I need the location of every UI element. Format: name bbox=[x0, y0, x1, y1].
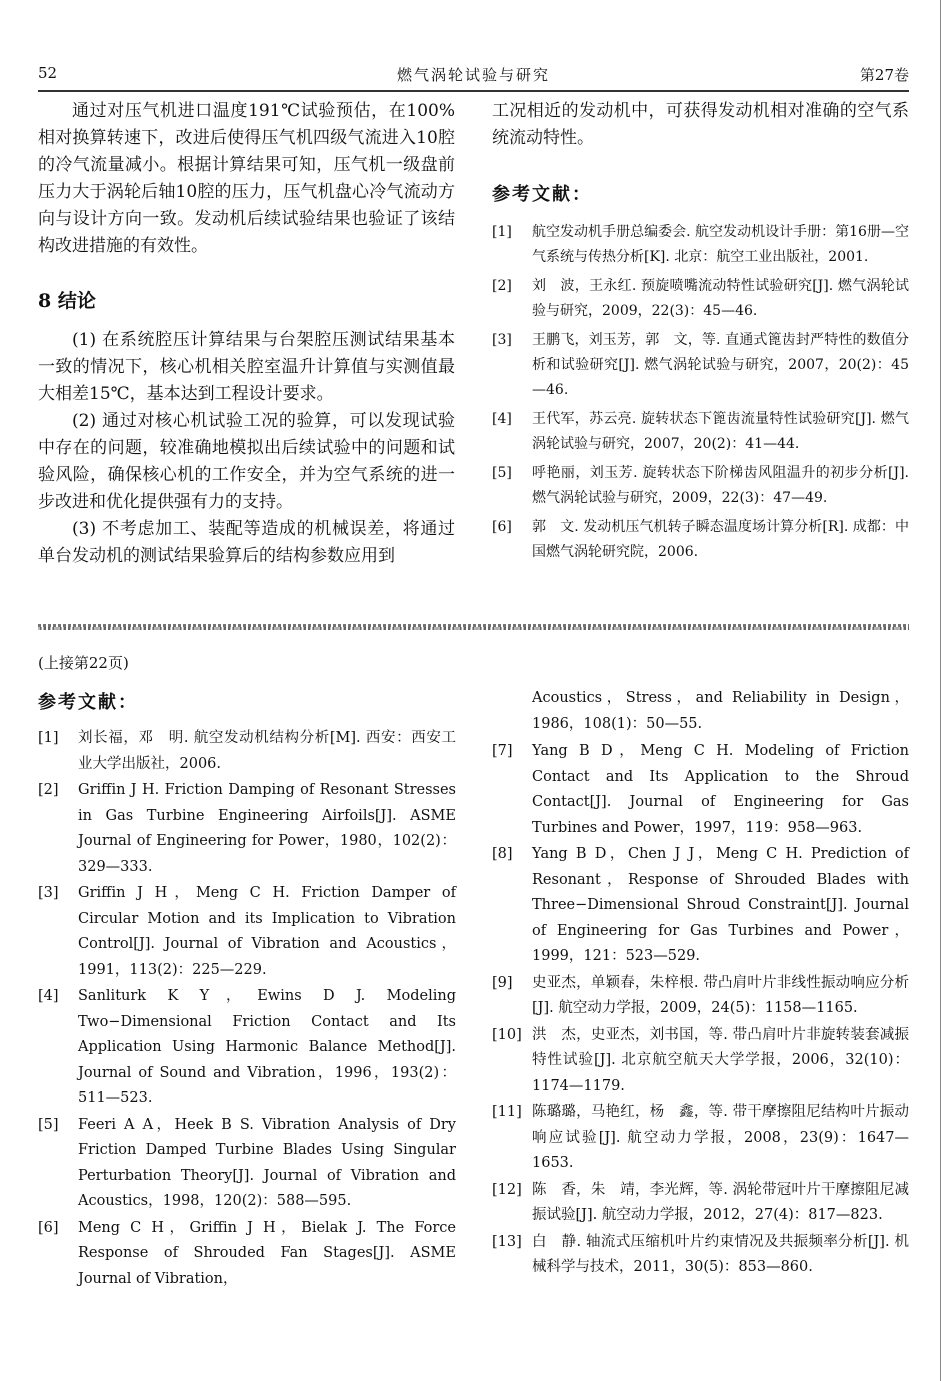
reference-text: 陈 香，朱 靖，李光辉，等. 涡轮带冠叶片干摩擦阻尼减振试验[J]. 航空动力学报，2012，27(4)：817—823. bbox=[532, 1181, 909, 1223]
conclusion-paragraph: (1) 在系统腔压计算结果与台架腔压测试结果基本一致的情况下，核心机相关腔室温升计算值与实测值最大相差15℃，基本达到工程设计要求。 bbox=[38, 330, 455, 404]
reference-list-lower-left bbox=[38, 726, 456, 1292]
continued-reference-text: Acoustics，Stress，and Reliability in Design，1986，108(1)：50—55. bbox=[532, 690, 909, 732]
page-number: 52 bbox=[38, 64, 58, 82]
reference-text: 刘长福，邓 明. 航空发动机结构分析[M]. 西安：西安工业大学出版社，2006. bbox=[78, 730, 456, 772]
reference-number: [5] bbox=[38, 1116, 59, 1133]
reference-text: Sanliturk K Y，Ewins D J. Modeling Two−Dimensional Friction Contact and Its Application Using Harmonic Balance Method[J]. Journal of Sound and Vibration，1996，193(2)：511—523. bbox=[78, 988, 456, 1106]
reference-number: [11] bbox=[492, 1104, 522, 1120]
intro-paragraph: 通过对压气机进口温度191℃试验预估，在100%相对换算转速下，改进后使得压气机四级气流进入10腔的冷气流量减小。根据计算结果可知，压气机一级盘前压力大于涡轮后轴10腔的压力，压气机盘心冷气流动方向与设计方向一致。发动机后续试验结果也验证了该结构改进措施的有效性。 bbox=[38, 101, 455, 256]
upper-left-column bbox=[38, 98, 455, 570]
reference-text: 刘 波，王永红. 预旋喷嘴流动特性试验研究[J]. 燃气涡轮试验与研究，2009，22(3)：45—46. bbox=[532, 278, 909, 319]
reference-text: 陈璐璐，马艳红，杨 鑫，等. 带干摩擦阻尼结构叶片振动响应试验[J]. 航空动力学报，2008，23(9)：1647—1653. bbox=[532, 1104, 909, 1171]
reference-text: Yang B D，Meng C H. Modeling of Friction Contact and Its Application to the Shroud Contact[J]. Journal of Engineering for Gas Turbines and Power，1997，119：958—963. bbox=[532, 743, 909, 836]
reference-item bbox=[492, 515, 909, 565]
reference-item bbox=[38, 726, 456, 777]
reference-text: 白 静. 轴流式压缩机叶片约束情况及共振频率分析[J]. 机械科学与技术，2011，30(5)：853—860. bbox=[532, 1233, 909, 1275]
reference-text: 史亚杰，单颖春，朱梓根. 带凸肩叶片非线性振动响应分析[J]. 航空动力学报，2009，24(5)：1158—1165. bbox=[532, 974, 909, 1016]
reference-number: [4] bbox=[38, 988, 59, 1004]
reference-text: 航空发动机手册总编委会. 航空发动机设计手册：第16册—空气系统与传热分析[K]. 北京：航空工业出版社，2001. bbox=[532, 224, 909, 265]
reference-number: [1] bbox=[38, 730, 59, 746]
reference-item bbox=[38, 1113, 456, 1215]
reference-number: [1] bbox=[492, 224, 512, 240]
reference-item bbox=[38, 778, 456, 880]
reference-number: [5] bbox=[492, 465, 512, 481]
reference-number: [2] bbox=[38, 782, 59, 798]
reference-list-upper bbox=[492, 220, 909, 565]
reference-text: 王代军，苏云亮. 旋转状态下篦齿流量特性试验研究[J]. 燃气涡轮试验与研究，2007，20(2)：41—44. bbox=[532, 411, 909, 452]
reference-list-lower-right bbox=[492, 739, 909, 1281]
section-title-conclusion: 8 结论 bbox=[38, 290, 96, 312]
reference-text: Yang B D，Chen J J，Meng C H. Prediction of Resonant，Response of Shrouded Blades with Three−Dimensional Shroud Constraint[J]. Journal of Engineering for Gas Turbines and Power，1999，121：523—529. bbox=[532, 846, 909, 964]
reference-number: [6] bbox=[38, 1219, 59, 1236]
reference-item bbox=[492, 407, 909, 457]
reference-number: [9] bbox=[492, 974, 513, 991]
reference-text: 郭 文. 发动机压气机转子瞬态温度场计算分析[R]. 成都：中国燃气涡轮研究院，2006. bbox=[532, 519, 909, 560]
reference-text: 呼艳丽，刘玉芳. 旋转状态下阶梯齿风阻温升的初步分析[J]. 燃气涡轮试验与研究，2009，22(3)：47—49. bbox=[532, 465, 909, 506]
header-rule bbox=[38, 90, 909, 92]
section-divider-pattern bbox=[38, 627, 909, 630]
lower-left-column bbox=[38, 726, 456, 1293]
reference-text: Griffin J H，Meng C H. Friction Damper of Circular Motion and its Implication to Vibration Control[J]. Journal of Vibration and Acoustics，1991，113(2)：225—229. bbox=[78, 885, 456, 978]
reference-item bbox=[38, 1216, 456, 1293]
reference-number: [7] bbox=[492, 743, 513, 759]
upper-right-column bbox=[492, 98, 909, 565]
lower-right-column bbox=[492, 686, 909, 1282]
journal-title: 燃气涡轮试验与研究 bbox=[396, 66, 550, 84]
reference-number: [12] bbox=[492, 1181, 522, 1198]
references-heading-lower: 参考文献： bbox=[38, 692, 138, 713]
reference-text: Feeri A A，Heek B S. Vibration Analysis of Dry Friction Damped Turbine Blades Using Singular Perturbation Theory[J]. Journal of Vibration and Acoustics，1998，120(2)：588—595. bbox=[78, 1116, 456, 1209]
reference-number: [8] bbox=[492, 846, 513, 862]
reference-item bbox=[38, 984, 456, 1112]
reference-item bbox=[492, 1230, 909, 1281]
running-header bbox=[38, 64, 909, 88]
references-heading: 参考文献： bbox=[492, 184, 592, 205]
continued-text: 工况相近的发动机中，可获得发动机相对准确的空气系统流动特性。 bbox=[492, 101, 909, 148]
reference-item bbox=[492, 220, 909, 270]
continued-from-label: (上接第22页) bbox=[38, 654, 129, 672]
reference-number: [4] bbox=[492, 411, 512, 427]
reference-number: [3] bbox=[38, 885, 59, 901]
conclusion-paragraph: (2) 通过对核心机试验工况的验算，可以发现试验中存在的问题，较准确地模拟出后续试验中的问题和试验风险，确保核心机的工作安全，并为空气系统的进一步改进和优化提供强有力的支持。 bbox=[38, 411, 455, 512]
reference-item bbox=[492, 1023, 909, 1100]
reference-text: 洪 杰，史亚杰，刘书国，等. 带凸肩叶片非旋转装套减振特性试验[J]. 北京航空航天大学学报，2006，32(10)：1174—1179. bbox=[532, 1026, 909, 1094]
volume-label: 第27卷 bbox=[859, 66, 909, 84]
reference-number: [2] bbox=[492, 278, 512, 294]
reference-number: [3] bbox=[492, 332, 512, 348]
reference-item bbox=[492, 842, 909, 970]
reference-item bbox=[492, 971, 909, 1022]
reference-text: Meng C H，Griffin J H，Bielak J. The Force Response of Shrouded Fan Stages[J]. ASME Journal of Vibration， bbox=[78, 1219, 456, 1287]
reference-item bbox=[492, 274, 909, 324]
reference-number: [6] bbox=[492, 519, 512, 535]
reference-item bbox=[492, 739, 909, 841]
conclusion-paragraph: (3) 不考虑加工、装配等造成的机械误差，将通过单台发动机的测试结果验算后的结构参数应用到 bbox=[38, 519, 455, 566]
reference-text: 王鹏飞，刘玉芳，郭 文，等. 直通式篦齿封严特性的数值分析和试验研究[J]. 燃气涡轮试验与研究，2007，20(2)：45—46. bbox=[532, 332, 909, 398]
reference-number: [10] bbox=[492, 1026, 522, 1043]
reference-item bbox=[492, 1178, 909, 1229]
reference-item bbox=[492, 328, 909, 403]
reference-text: Griffin J H. Friction Damping of Resonant Stresses in Gas Turbine Engineering Airfoils[J]. ASME Journal of Engineering for Power，1980，102(2)：329—333. bbox=[78, 782, 456, 875]
reference-number: [13] bbox=[492, 1233, 522, 1250]
reference-item bbox=[38, 881, 456, 983]
reference-item bbox=[492, 461, 909, 511]
conclusion-list bbox=[38, 327, 455, 570]
reference-item bbox=[492, 1100, 909, 1177]
